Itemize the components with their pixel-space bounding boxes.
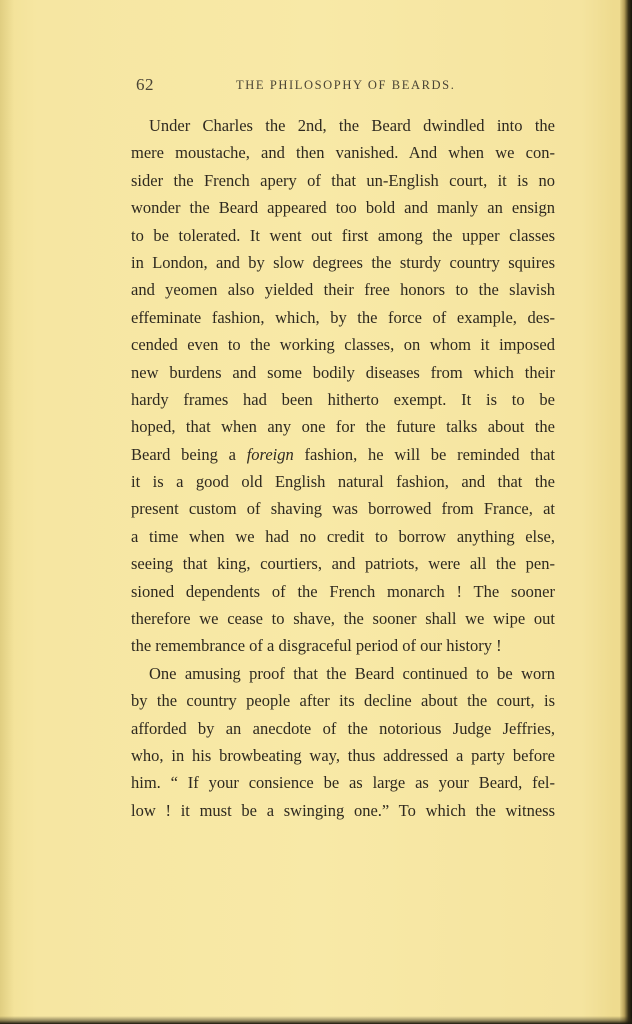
text-line: and yeomen also yielded their free honors to the slavish [131, 280, 555, 300]
text-line: mere moustache, and then vanished. And when we con- [131, 143, 555, 163]
text-line: hardy frames had been hitherto exempt. It is to be [131, 389, 555, 409]
text-line: to be tolerated. It went out first among the upper classes [131, 225, 555, 245]
text-line: effeminate fashion, which, by the force of example, des- [131, 307, 555, 327]
text-line: hoped, that when any one for the future talks about the [131, 417, 555, 437]
page-number: 62 [136, 75, 154, 94]
text-line: new burdens and some bodily diseases from which their [131, 362, 555, 382]
text-segment: fashion, he will be reminded that [293, 444, 555, 464]
body-text [131, 112, 555, 824]
text-line: cended even to the working classes, on whom it imposed [131, 335, 555, 355]
text-line: afforded by an anecdote of the notorious Judge Jeffries, [131, 718, 555, 738]
text-segment: Beard being a [131, 444, 247, 464]
text-line: therefore we cease to shave, the sooner shall we wipe out [131, 609, 555, 629]
text-line: wonder the Beard appeared too bold and manly an ensign [131, 198, 555, 218]
text-line: sioned dependents of the French monarch ! The sooner [131, 581, 555, 601]
text-line: by the country people after its decline about the court, is [131, 691, 555, 711]
text-line: the remembrance of a disgraceful period of our history ! [131, 636, 502, 656]
text-line: present custom of shaving was borrowed from France, at [131, 499, 555, 519]
running-head: THE PHILOSOPHY OF BEARDS. [236, 78, 456, 92]
page-header [0, 72, 632, 98]
page-edge-shadow [620, 0, 632, 1024]
text-line: him. “ If your consience be as large as your Beard, fel- [131, 773, 555, 793]
text-line: who, in his browbeating way, thus addressed a party before [131, 745, 555, 765]
italic-word: foreign [246, 444, 294, 464]
text-line: it is a good old English natural fashion, and that the [131, 472, 555, 492]
text-line: seeing that king, courtiers, and patriots, were all the pen- [131, 554, 555, 574]
bottom-edge-shadow [0, 1016, 632, 1024]
text-line: a time when we had no credit to borrow anything else, [131, 526, 555, 546]
gutter-shadow [0, 0, 14, 1024]
text-line: in London, and by slow degrees the sturdy country squires [131, 252, 555, 272]
text-line: low ! it must be a swinging one.” To which the witness [131, 800, 555, 820]
text-line: One amusing proof that the Beard continued to be worn [149, 663, 555, 683]
text-line: Under Charles the 2nd, the Beard dwindled into the [149, 116, 555, 135]
text-line: sider the French apery of that un-English court, it is no [131, 170, 555, 190]
text-line-emphasis [131, 441, 555, 468]
